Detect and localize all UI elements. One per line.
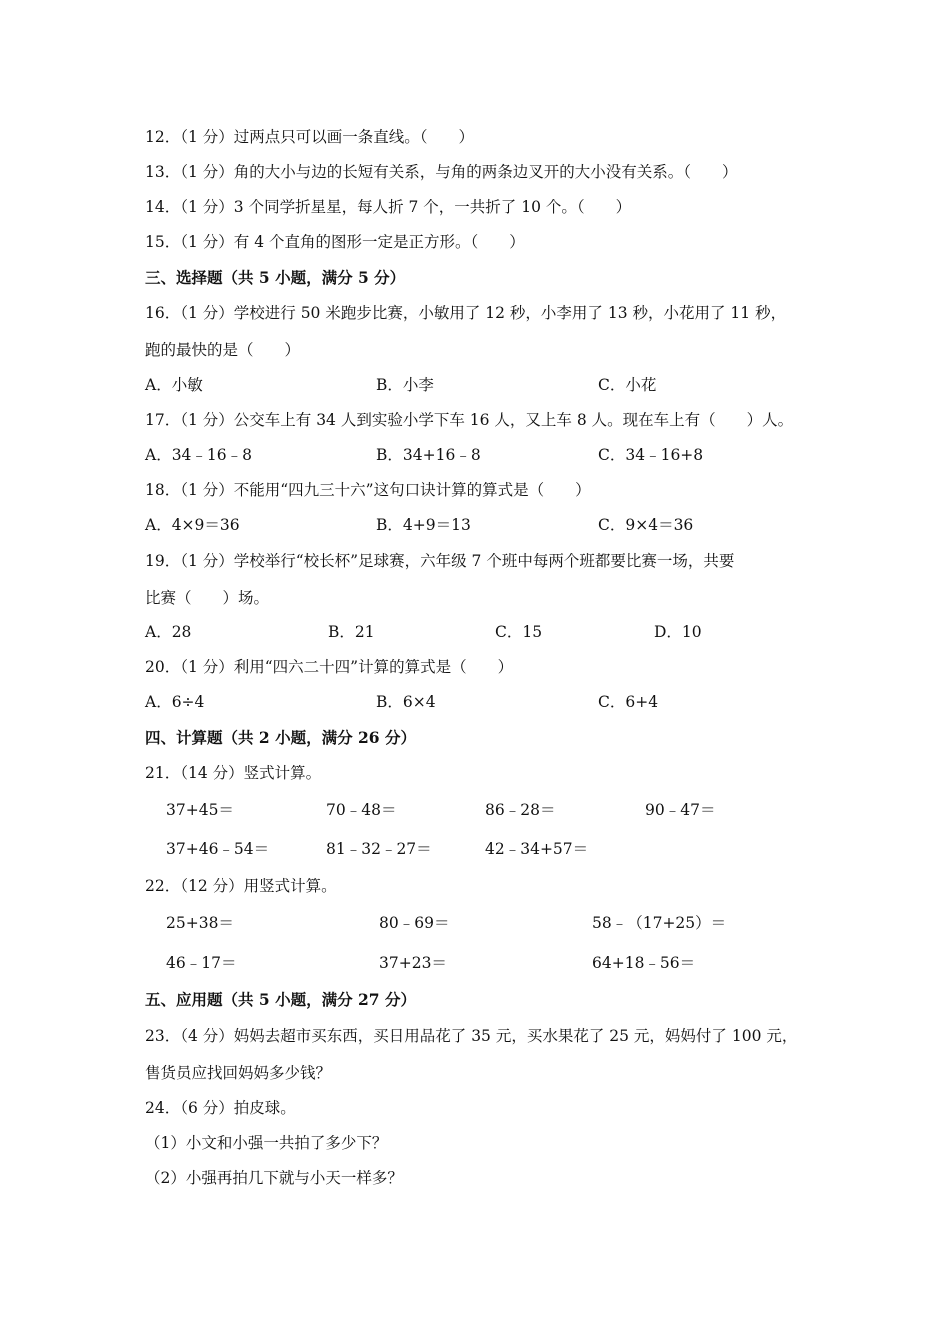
- q21-calc-3: 86﹣28＝: [485, 801, 556, 819]
- q21-calc-2: 70﹣48＝: [326, 801, 397, 819]
- q22-calc-2: 80﹣69＝: [379, 914, 450, 932]
- section-4-heading: 四、计算题（共 2 小题，满分 26 分）: [145, 728, 416, 747]
- q17-option-a: A．34﹣16﹣8: [145, 446, 253, 464]
- question-12: 12．（1 分）过两点只可以画一条直线。（ ）: [145, 128, 475, 146]
- question-24-title: 24．（6 分）拍皮球。: [145, 1099, 296, 1117]
- question-22-title: 22．（12 分）用竖式计算。: [145, 877, 337, 895]
- question-16-line1: 16．（1 分）学校进行 50 米跑步比赛，小敏用了 12 秒，小李用了 13 秒，小花用了 11 秒，: [145, 304, 787, 322]
- question-23-line1: 23．（4 分）妈妈去超市买东西，买日用品花了 35 元，买水果花了 25 元，妈妈付了 100 元，: [145, 1027, 798, 1045]
- question-23-line2: 售货员应找回妈妈多少钱？: [145, 1064, 332, 1082]
- q21-calc-1: 37+45＝: [166, 801, 234, 819]
- question-13: 13．（1 分）角的大小与边的长短有关系，与角的两条边叉开的大小没有关系。（ ）: [145, 163, 738, 181]
- q16-option-a: A．小敏: [145, 376, 203, 394]
- question-16-line2: 跑的最快的是（ ）: [145, 341, 301, 359]
- question-18-line1: 18．（1 分）不能用“四九三十六”这句口诀计算的算式是（ ）: [145, 481, 591, 499]
- q20-option-b: B．6×4: [376, 693, 436, 711]
- q17-option-c: C．34﹣16+8: [598, 446, 704, 464]
- q21-calc-6: 81﹣32﹣27＝: [326, 840, 432, 858]
- question-19-line2: 比赛（ ）场。: [145, 589, 270, 607]
- q18-option-c: C．9×4＝36: [598, 516, 694, 534]
- q21-calc-4: 90﹣47＝: [645, 801, 716, 819]
- question-24-sub2: （2）小强再拍几下就与小天一样多？: [145, 1169, 403, 1187]
- q22-calc-4: 46﹣17＝: [166, 954, 237, 972]
- question-14: 14．（1 分）3 个同学折星星，每人折 7 个，一共折了 10 个。（ ）: [145, 198, 632, 216]
- section-3-heading: 三、选择题（共 5 小题，满分 5 分）: [145, 268, 406, 287]
- q18-option-a: A．4×9＝36: [145, 516, 240, 534]
- q19-option-c: C．15: [495, 623, 543, 641]
- q19-option-a: A．28: [145, 623, 192, 641]
- q19-option-b: B．21: [328, 623, 375, 641]
- q17-option-b: B．34+16﹣8: [376, 446, 481, 464]
- question-15: 15．（1 分）有 4 个直角的图形一定是正方形。（ ）: [145, 233, 525, 251]
- q20-option-a: A．6÷4: [145, 693, 205, 711]
- q22-calc-6: 64+18﹣56＝: [592, 954, 696, 972]
- q16-option-b: B．小李: [376, 376, 434, 394]
- q19-option-d: D．10: [654, 623, 702, 641]
- q21-calc-7: 42﹣34+57＝: [485, 840, 589, 858]
- question-19-line1: 19．（1 分）学校举行“校长杯”足球赛，六年级 7 个班中每两个班都要比赛一场，共要: [145, 552, 735, 570]
- q20-option-c: C．6+4: [598, 693, 659, 711]
- q22-calc-1: 25+38＝: [166, 914, 234, 932]
- q18-option-b: B．4+9＝13: [376, 516, 471, 534]
- q22-calc-5: 37+23＝: [379, 954, 447, 972]
- question-20-line1: 20．（1 分）利用“四六二十四”计算的算式是（ ）: [145, 658, 514, 676]
- section-5-heading: 五、应用题（共 5 小题，满分 27 分）: [145, 990, 416, 1009]
- question-21-title: 21．（14 分）竖式计算。: [145, 764, 322, 782]
- question-17-line1: 17．（1 分）公交车上有 34 人到实验小学下车 16 人，又上车 8 人。现在车上有（ ）人。: [145, 411, 794, 429]
- q16-option-c: C．小花: [598, 376, 657, 394]
- q22-calc-3: 58﹣（17+25）＝: [592, 914, 727, 932]
- q21-calc-5: 37+46﹣54＝: [166, 840, 270, 858]
- question-24-sub1: （1）小文和小强一共拍了多少下？: [145, 1134, 388, 1152]
